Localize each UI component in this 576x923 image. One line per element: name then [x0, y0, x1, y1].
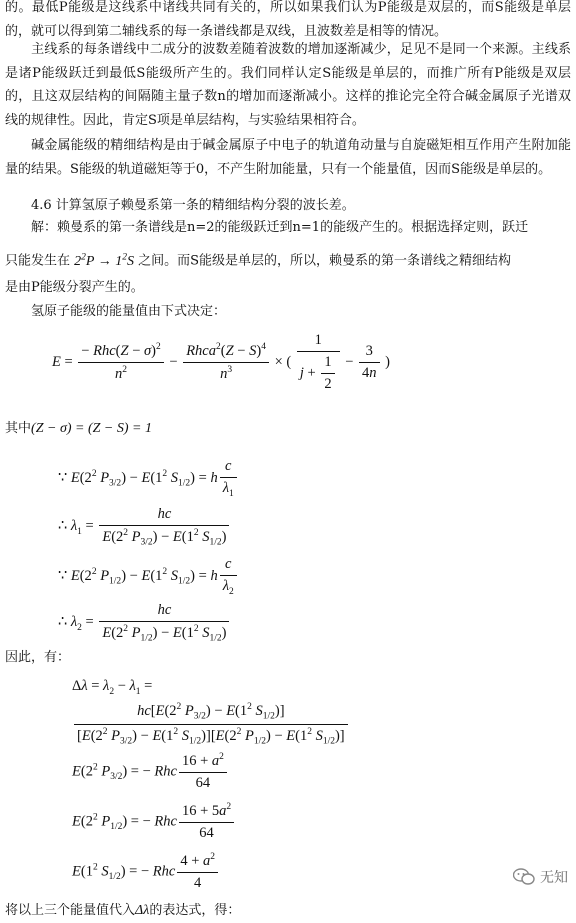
transition-formula: $2^2P \to 1^2S$	[74, 252, 134, 269]
problem-4-6-heading: 4.6 计算氢原子赖曼系第一条的精细结构分裂的波长差。	[31, 198, 355, 213]
where-line: 其中(Z − σ) = (Z − S) = 1	[5, 421, 152, 436]
paragraph-p-level-doublet: 的。最低P能级是这线系中诸线共同有关的，所以如果我们认为P能级是双层的，而S能级是单层的，就可以得到第二辅线系的每一条谱线都是双线，且波数差是相等的情况。	[5, 0, 571, 39]
substitute-line: 将以上三个能量值代入Δλ的表达式，得：	[5, 903, 241, 918]
equation-lambda1-energy: ∵ $E(2^2$ $P_{3/2}) - E(1^2$ $S_{1/2}) = h$ $\frac{c}{\lambda_1}$	[58, 458, 239, 499]
watermark	[513, 867, 568, 887]
chat-bubble-icon	[513, 868, 535, 886]
transition-line: 只能发生在 $2^2P \to 1^2S$ 之间。而S能级是单层的，所以，赖曼系的第一条谱线之精细结构	[5, 252, 512, 269]
therefore-line: 因此，有：	[5, 650, 71, 665]
energy-2p12: $E(2^2$ $P_{1/2}$) = − Rhc $\frac{16 + 5a^2}{64}$	[72, 802, 236, 842]
energy-1s12: $E(1^2$ $S_{1/2}$) = − Rhc $\frac{4 + a^2}{4}$	[72, 852, 220, 892]
equation-lambda2: ∴ $\lambda_2$ = $\frac{hc}{E(2^2 P_{1/2}) - E(1^2 S_{1/2})}$	[58, 602, 231, 644]
energy-level-formula: E = $\frac{- Rhc(Z - \sigma)^2}{n^2}$ − $\frac{Rhca^2(Z - S)^4}{n^3}$ × ( 1 j + $\frac{1}{2}$ − $\frac{3}{4n}$ )	[52, 332, 390, 392]
p-level-splitting-line: 是由P能级分裂产生的。	[5, 280, 144, 295]
paragraph-main-series: 主线系的每条谱线中二成分的波数差随着波数的增加逐渐减少，足见不是同一个来源。主线系是诸P能级跃迁到最低S能级所产生的。我们同样认定S能级是单层的，而推广所有P能级是双层的，且这双层结构的间隔随主量子数n的增加而逐渐减小。这样的推论完全符合碱金属原子光谱双线的规律性。因此，肯定S项是单层结构，与实验结果相符合。	[5, 42, 571, 128]
screening-equality: (Z − σ) = (Z − S) = 1	[31, 421, 152, 436]
energy-formula-intro: 氢原子能级的能量值由下式决定：	[31, 304, 227, 319]
energy-2p32: $E(2^2$ $P_{3/2}$) = − Rhc $\frac{16 + a^2}{64}$	[72, 752, 229, 792]
equation-lambda1: ∴ $\lambda_1$ = $\frac{hc}{E(2^2 P_{3/2}) - E(1^2 S_{1/2})}$	[58, 506, 231, 548]
paragraph-fine-structure: 碱金属能级的精细结构是由于碱金属原子中电子的轨道角动量与自旋磁矩相互作用产生附加能量的结果。S能级的轨道磁矩等于0，不产生附加能量，只有一个能量值，因而S能级是单层的。	[5, 138, 571, 177]
watermark-text: 无知	[540, 869, 568, 885]
solution-intro: 解：赖曼系的第一条谱线是n=2的能级跃迁到n=1的能级产生的。根据选择定则，跃迁	[31, 220, 529, 235]
equation-lambda2-energy: ∵ $E(2^2$ $P_{1/2}) - E(1^2$ $S_{1/2}) = h$ $\frac{c}{\lambda_2}$	[58, 556, 239, 597]
delta-lambda-definition: $\Delta\lambda = \lambda_2 - \lambda_1$ =	[72, 678, 153, 697]
delta-lambda-fraction: $\frac{hc[E(2^2 P_{3/2}) - E(1^2 S_{1/2})]}{[E(2^2 P_{3/2}) - E(1^2 S_{1/2})][E(2^2 P_{1/2}) - E(1^2 S_{1/2})]}$	[72, 702, 350, 746]
